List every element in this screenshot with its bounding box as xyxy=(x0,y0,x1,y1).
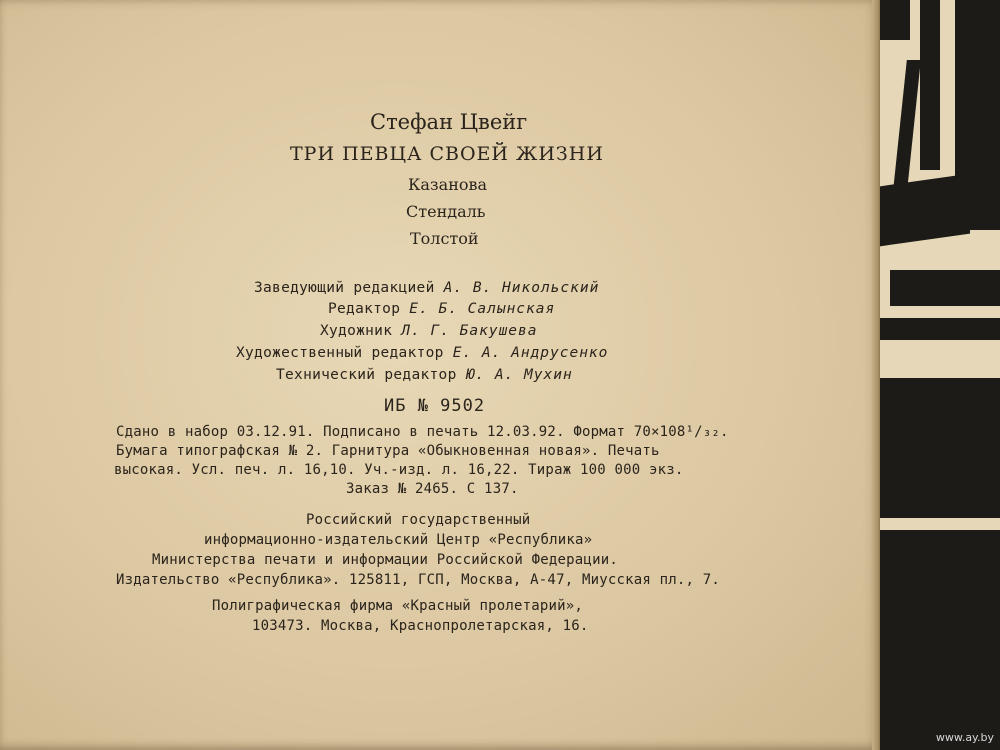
credit-name: Е. Б. Салынская xyxy=(409,301,556,317)
watermark-text: www.ay.by xyxy=(935,731,994,744)
credit-line xyxy=(254,280,599,296)
section-tolstoy: Толстой xyxy=(410,229,479,248)
credit-role: Редактор xyxy=(328,301,401,317)
credit-role: Художественный редактор xyxy=(236,345,444,361)
credit-name: Ю. А. Мухин xyxy=(465,367,573,383)
author-name: Стефан Цвейг xyxy=(370,110,528,134)
publisher-line: Издательство «Республика». 125811, ГСП, Москва, А-47, Миусская пл., 7. xyxy=(116,572,721,588)
publisher-line: Российский государственный xyxy=(306,512,531,528)
book-title: ТРИ ПЕВЦА СВОЕЙ ЖИЗНИ xyxy=(290,143,604,165)
credit-role: Заведующий редакцией xyxy=(254,280,435,296)
print-details-line: высокая. Усл. печ. л. 16,10. Уч.-изд. л. 16,22. Тираж 100 000 экз. xyxy=(114,462,684,478)
credit-line xyxy=(320,323,538,339)
credit-role: Художник xyxy=(320,323,393,339)
printer-line: 103473. Москва, Краснопролетарская, 16. xyxy=(252,618,589,634)
credit-name: Е. А. Андрусенко xyxy=(452,345,609,361)
section-stendal: Стендаль xyxy=(406,202,486,221)
cover-illustration xyxy=(880,0,1000,750)
ib-number: ИБ № 9502 xyxy=(384,396,486,416)
credit-line xyxy=(328,301,555,317)
publisher-line: Министерства печати и информации Российской Федерации. xyxy=(152,552,618,568)
credit-name: А. В. Никольский xyxy=(443,280,600,296)
print-details-line: Заказ № 2465. С 137. xyxy=(346,481,519,497)
credit-line xyxy=(236,345,608,361)
publisher-line: информационно-издательский Центр «Республика» xyxy=(204,532,593,548)
printer-line: Полиграфическая фирма «Красный пролетарий», xyxy=(212,598,584,614)
credit-line xyxy=(276,367,573,383)
credit-role: Технический редактор xyxy=(276,367,457,383)
print-details-line: Бумага типографская № 2. Гарнитура «Обыкновенная новая». Печать xyxy=(116,443,660,459)
section-kazanova: Казанова xyxy=(408,175,488,194)
credit-name: Л. Г. Бакушева xyxy=(401,323,538,339)
print-details-line: Сдано в набор 03.12.91. Подписано в печать 12.03.92. Формат 70×108¹/₃₂. xyxy=(116,424,729,440)
